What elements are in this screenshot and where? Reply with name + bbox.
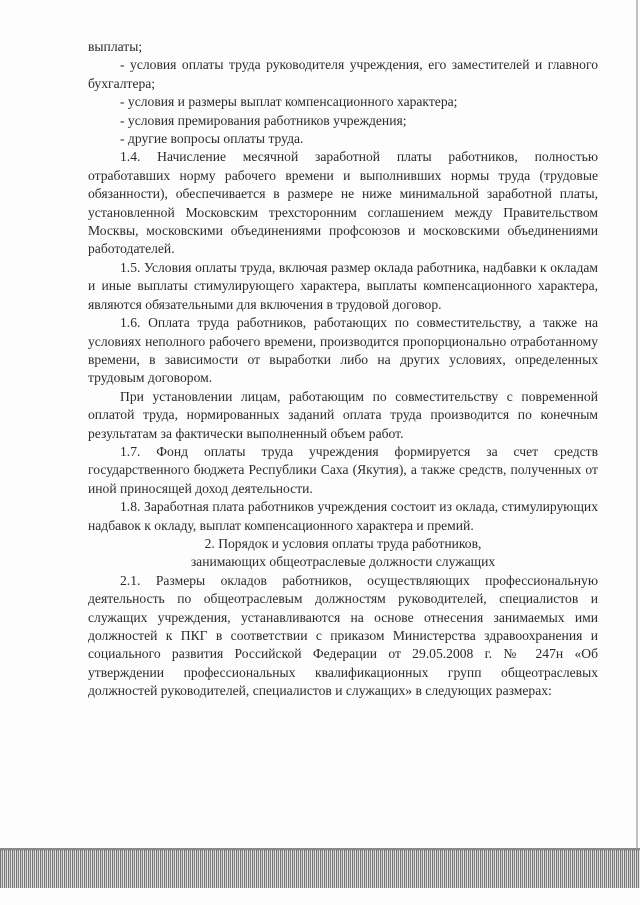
list-item: - условия оплаты труда руководителя учреждения, его заместителей и главного бухгалтера; — [88, 57, 598, 91]
paragraph-1-6: 1.6. Оплата труда работников, работающих по совместительству, а также на условиях неполного рабочего времени, производится пропорционально отработанному времени, в зависимости от выработки либо на других условиях, определенных трудовым договором. — [88, 315, 598, 386]
paragraph-part-time: При установлении лицам, работающим по совместительству с повременной оплатой труда, нормированных заданий оплата труда производится по конечным результатам за фактически выполненный объем работ. — [88, 388, 598, 441]
scan-bottom-edge — [0, 850, 640, 888]
paragraph-1-5: 1.5. Условия оплаты труда, включая размер оклада работника, надбавки к окладам и иные выплаты стимулирующего характера, выплаты компенсационного характера, являются обязательными для включения в трудовой договор. — [88, 259, 598, 312]
paragraph: выплаты; — [88, 39, 143, 54]
list-item: - условия премирования работников учреждения; — [120, 112, 407, 128]
paragraph-2-1: 2.1. Размеры окладов работников, осуществляющих профессиональную деятельность по общеотраслевым должностям руководителей, специалистов и служащих учреждения, устанавливаются на основе отнесения занимаемых ими должностей к ПКГ в соответствии с приказом Министерства здравоохранения и социального развития Российской Федерации от 29.05.2008 г. № 247н «Об утверждении профессиональных квалификационных групп общеотраслевых должностей руководителей, специалистов и служащих» в следующих размерах: — [88, 572, 598, 699]
section-heading-line-1: 2. Порядок и условия оплаты труда работников, — [204, 535, 482, 551]
paragraph-1-7: 1.7. Фонд оплаты труда учреждения формируется за счет средств государственного бюджета Республики Саха (Якутия), а также средств, полученных от иной приносящей доход деятельности. — [88, 443, 598, 496]
document-body — [88, 38, 598, 701]
section-heading-line-2: занимающих общеотраслевые должности служащих — [190, 554, 496, 570]
list-item: - другие вопросы оплаты труда. — [120, 131, 304, 147]
list-item: - условия и размеры выплат компенсационного характера; — [120, 94, 458, 110]
scan-right-edge — [636, 0, 638, 848]
paragraph-1-8: 1.8. Заработная плата работников учреждения состоит из оклада, стимулирующих надбавок к окладу, выплат компенсационного характера и премий. — [88, 499, 598, 533]
paragraph-1-4: 1.4. Начисление месячной заработной платы работников, полностью отработавших норму рабочего времени и выполнивших нормы труда (трудовые обязанности), обеспечивается в размере не ниже минимальной заработной платы, установленной Московским трехсторонним соглашением между Правительством Москвы, московскими объединениями профсоюзов и московскими объединениями работодателей. — [88, 149, 598, 257]
